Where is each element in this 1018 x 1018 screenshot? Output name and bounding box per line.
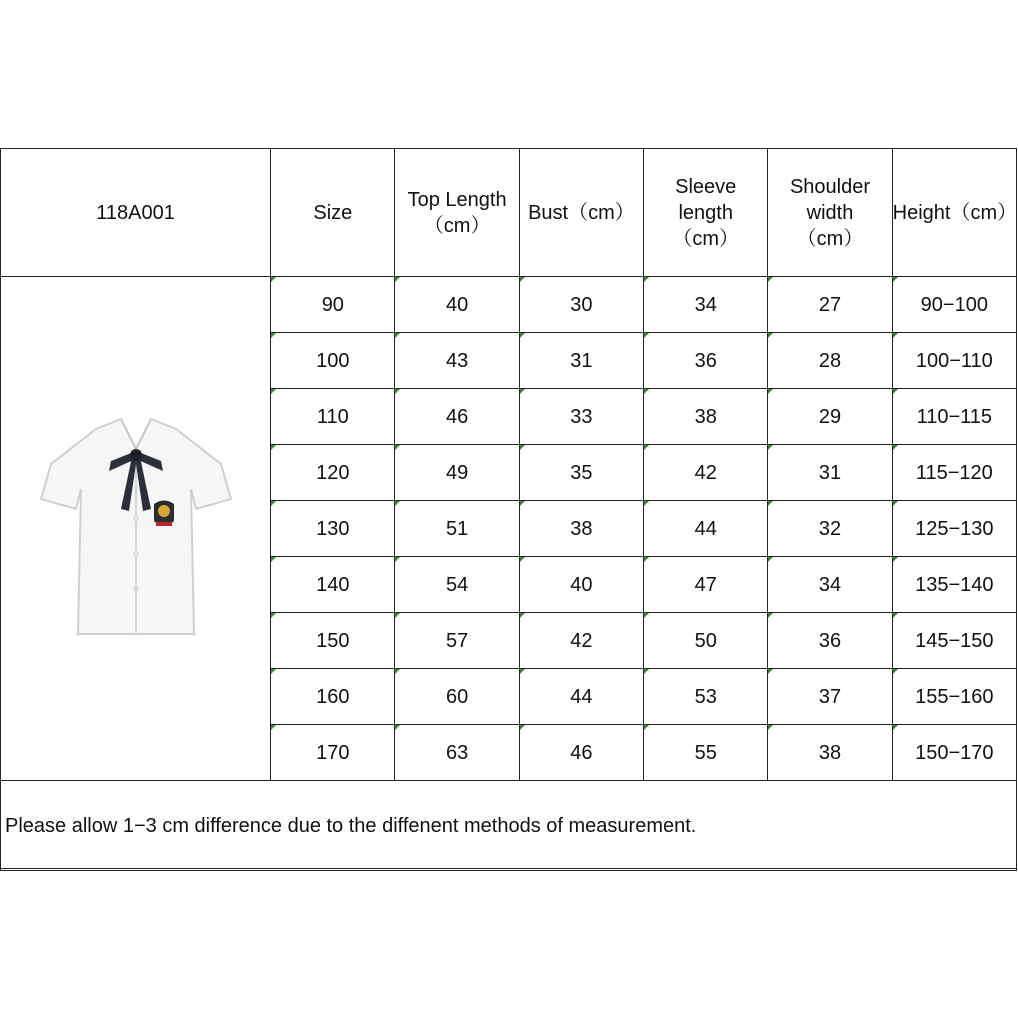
cell-height: 145−150 (892, 613, 1016, 669)
cell-shoulder: 31 (768, 445, 892, 501)
cell-top-length: 40 (395, 277, 519, 333)
cell-top-length: 54 (395, 557, 519, 613)
cell-shoulder: 38 (768, 725, 892, 781)
cell-bust: 35 (519, 445, 643, 501)
cell-height: 90−100 (892, 277, 1016, 333)
cell-shoulder: 27 (768, 277, 892, 333)
cell-sleeve: 42 (644, 445, 768, 501)
product-image (1, 277, 271, 781)
cell-sleeve: 34 (644, 277, 768, 333)
cell-bust: 42 (519, 613, 643, 669)
cell-sleeve: 53 (644, 669, 768, 725)
table-row (1, 277, 1017, 333)
cell-sleeve: 50 (644, 613, 768, 669)
cell-bust: 40 (519, 557, 643, 613)
cell-size: 100 (271, 333, 395, 389)
cell-sleeve: 55 (644, 725, 768, 781)
cell-bust: 31 (519, 333, 643, 389)
cell-sleeve: 47 (644, 557, 768, 613)
cell-shoulder: 34 (768, 557, 892, 613)
cell-top-length: 43 (395, 333, 519, 389)
cell-height: 100−110 (892, 333, 1016, 389)
header-row (1, 149, 1017, 277)
cell-shoulder: 32 (768, 501, 892, 557)
cell-shoulder: 37 (768, 669, 892, 725)
cell-top-length: 46 (395, 389, 519, 445)
size-chart (0, 148, 1017, 869)
cell-top-length: 49 (395, 445, 519, 501)
cell-bust: 30 (519, 277, 643, 333)
cell-top-length: 51 (395, 501, 519, 557)
header-model: 118A001 (1, 149, 271, 277)
header-sleeve-length: Sleeve length （cm） (644, 149, 768, 277)
measurement-note: Please allow 1−3 cm difference due to the diffenent methods of measurement. (1, 781, 1017, 871)
note-row (1, 781, 1017, 871)
cell-height: 115−120 (892, 445, 1016, 501)
header-bust: Bust（cm） (519, 149, 643, 277)
cell-size: 110 (271, 389, 395, 445)
cell-sleeve: 38 (644, 389, 768, 445)
cell-bust: 44 (519, 669, 643, 725)
cell-size: 170 (271, 725, 395, 781)
cell-size: 150 (271, 613, 395, 669)
cell-shoulder: 28 (768, 333, 892, 389)
cell-top-length: 60 (395, 669, 519, 725)
shirt-icon (36, 409, 236, 649)
cell-sleeve: 44 (644, 501, 768, 557)
cell-size: 120 (271, 445, 395, 501)
cell-height: 155−160 (892, 669, 1016, 725)
cell-size: 140 (271, 557, 395, 613)
cell-size: 90 (271, 277, 395, 333)
cell-shoulder: 29 (768, 389, 892, 445)
header-height: Height（cm） (892, 149, 1016, 277)
cell-bust: 38 (519, 501, 643, 557)
cell-height: 110−115 (892, 389, 1016, 445)
cell-top-length: 63 (395, 725, 519, 781)
cell-top-length: 57 (395, 613, 519, 669)
cell-size: 130 (271, 501, 395, 557)
header-size: Size (271, 149, 395, 277)
header-top-length: Top Length （cm） (395, 149, 519, 277)
size-table (0, 148, 1017, 871)
cell-sleeve: 36 (644, 333, 768, 389)
cell-size: 160 (271, 669, 395, 725)
cell-height: 135−140 (892, 557, 1016, 613)
cell-bust: 46 (519, 725, 643, 781)
cell-shoulder: 36 (768, 613, 892, 669)
cell-height: 125−130 (892, 501, 1016, 557)
cell-bust: 33 (519, 389, 643, 445)
cell-height: 150−170 (892, 725, 1016, 781)
header-shoulder-width: Shoulder width （cm） (768, 149, 892, 277)
